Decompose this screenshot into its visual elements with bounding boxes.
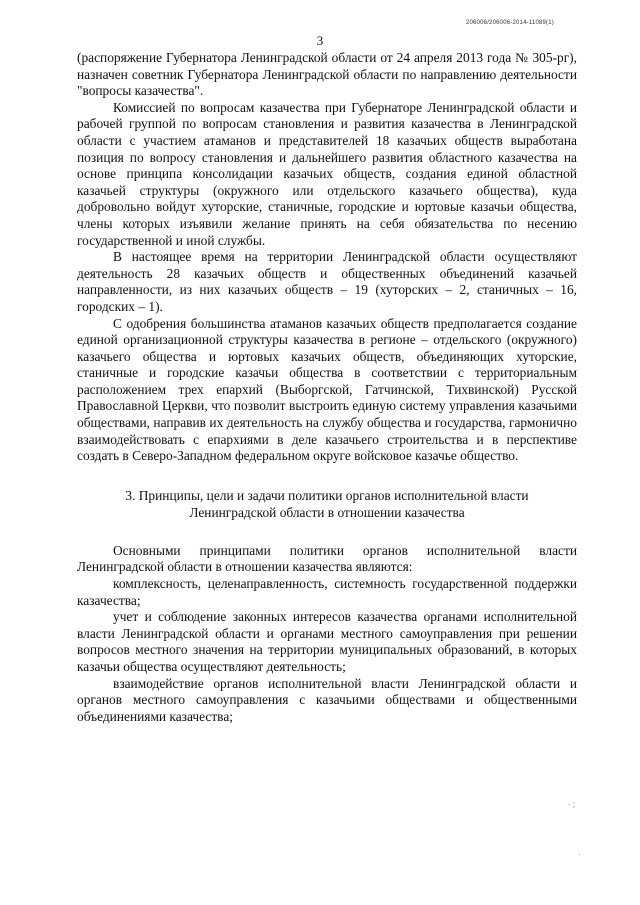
document-id: 206006/206006-2014-11089(1): [465, 20, 554, 26]
page-number: 3: [316, 33, 324, 48]
document-body: [77, 50, 577, 725]
section-heading: [77, 487, 577, 521]
paragraph: взаимодействие органов исполнительной власти Ленинградской области и органов местного самоуправления с казачьими обществами и общественными объединениями казачества;: [77, 675, 577, 724]
paragraph: учет и соблюдение законных интересов казачества органами исполнительной власти Ленинградской области и органами местного самоуправления при решении вопросов местного значения на территории муниципальных образований, в которых казачьи общества осуществляют деятельность;: [77, 609, 577, 674]
paragraph: Комиссией по вопросам казачества при Губернаторе Ленинградской области и рабочей группой по вопросам становления и развития казачества в Ленинградской области с участием атаманов и представителей 18 казачьих обществ выработана позиция по вопросу становления и дальнейшего развития областного казачества на основе принципа консолидации казачьих обществ, создания единой областной казачьей структуры (окружного или отдельского казачьего общества), куда добровольно войдут хуторские, станичные, городские и юртовые казачьи общества, члены которых изъявили желание принять на себя обязательства по несению государственной и иной службы.: [77, 99, 577, 248]
section-title-line-2: Ленинградской области в отношении казачества: [189, 504, 465, 520]
section-title-line-1: 3. Принципы, цели и задачи политики органов исполнительной власти: [125, 487, 529, 503]
scan-speck: ·: [578, 850, 581, 859]
scan-speck: · ;: [568, 800, 576, 809]
paragraph: Основными принципами политики органов исполнительной власти Ленинградской области в отношении казачества являются:: [77, 542, 577, 575]
paragraph: (распоряжение Губернатора Ленинградской области от 24 апреля 2013 года № 305-рг), назначен советник Губернатора Ленинградской области по направлению деятельности "вопросы казачества".: [77, 50, 577, 99]
paragraph: В настоящее время на территории Ленинградской области осуществляют деятельность 28 казачьих обществ и общественных объединений казачьей направленности, из них казачьих обществ – 19 (хуторских – 2, станичных – 16, городских – 1).: [77, 249, 577, 314]
paragraph: С одобрения большинства атаманов казачьих обществ предполагается создание единой организационной структуры казачества в регионе – отдельского (окружного) казачьего общества и юртовых казачьих обществ, объединяющих хуторские, станичные и городские казачьи общества в соответствии с территориальным расположением трех епархий (Выборгской, Гатчинской, Тихвинской) Русской Православной Церкви, что позволит выстроить единую систему управления казачьими обществами, направив их деятельность на службу общества и государства, гармонично взаимодействовать с епархиями в деле казачьего строительства и в перспективе создать в Северо-Западном федеральном округе войсковое казачье общество.: [77, 315, 577, 464]
paragraph: комплексность, целенаправленность, системность государственной поддержки казачества;: [77, 576, 577, 608]
